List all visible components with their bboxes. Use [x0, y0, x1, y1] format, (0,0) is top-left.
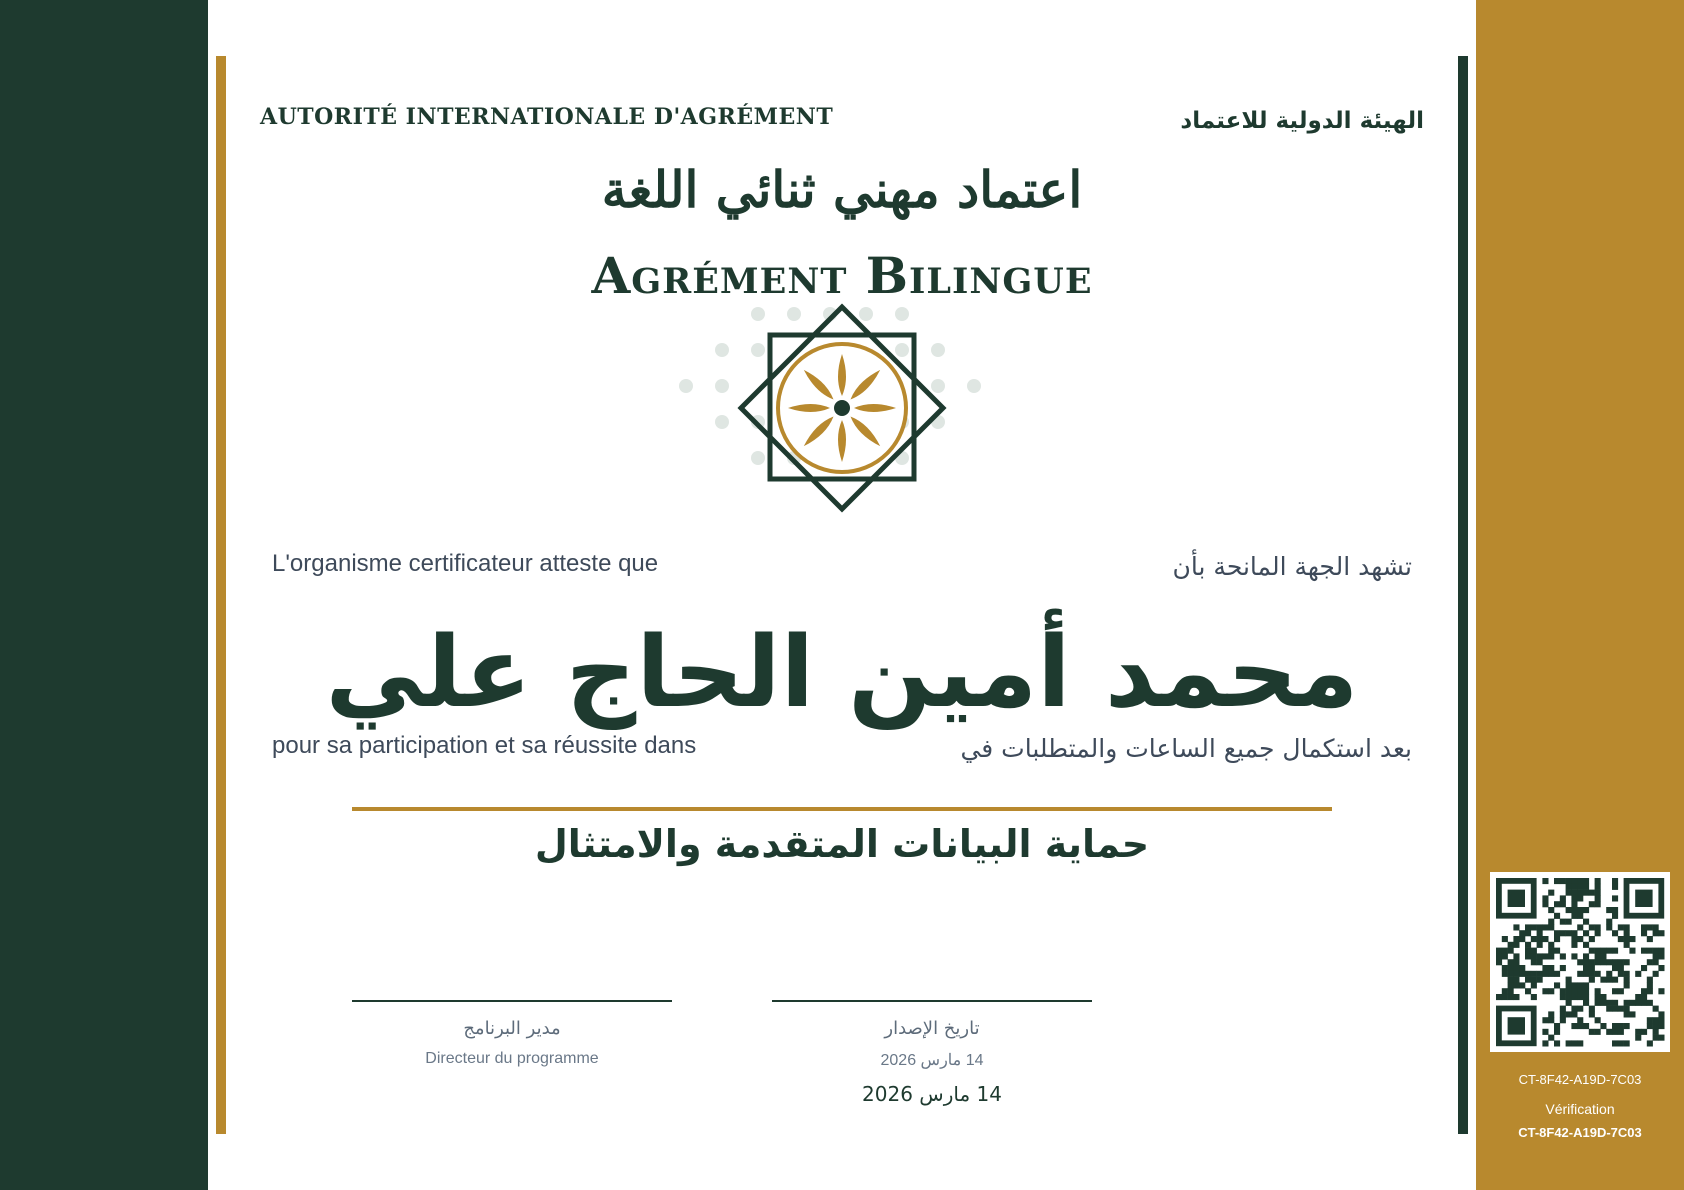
geometric-star-emblem-icon — [672, 300, 1012, 520]
director-label-ar: مدير البرنامج — [463, 1018, 561, 1039]
attestation-continuation-ar: بعد استكمال جميع الساعات والمتطلبات في — [960, 734, 1412, 763]
verification-code: CT-8F42-A19D-7C03 — [1518, 1072, 1642, 1087]
certificate-title-ar: اعتماد مهني ثنائي اللغة — [601, 160, 1083, 219]
issuer-name-fr: AUTORITÉ INTERNATIONALE D'AGRÉMENT — [260, 104, 834, 130]
director-label-fr: Directeur du programme — [425, 1050, 599, 1067]
course-title: حماية البيانات المتقدمة والامتثال — [534, 822, 1150, 866]
verification-code-bold: CT-8F42-A19D-7C03 — [1518, 1125, 1642, 1140]
issue-date-label-ar: تاريخ الإصدار — [884, 1018, 980, 1039]
issuer-name-ar: الهيئة الدولية للاعتماد — [1180, 108, 1424, 134]
issue-date-small: 14 مارس 2026 — [880, 1052, 984, 1069]
attestation-intro-ar: تشهد الجهة المانحة بأن — [1172, 552, 1412, 581]
issue-date-signature-line — [772, 1000, 1092, 1002]
attestation-intro-fr: L'organisme certificateur atteste que — [272, 550, 659, 577]
certificate-title-fr: Agrément Bilingue — [591, 246, 1093, 305]
recipient-name: محمد أمين الحاج علي — [325, 616, 1359, 730]
issue-date-large: 14 مارس 2026 — [862, 1082, 1002, 1106]
director-signature-line — [352, 1000, 672, 1002]
verification-label: Vérification — [1545, 1101, 1615, 1117]
gold-divider — [352, 807, 1332, 811]
qr-code-icon — [1490, 872, 1670, 1052]
attestation-continuation-fr: pour sa participation et sa réussite dans — [272, 732, 697, 759]
